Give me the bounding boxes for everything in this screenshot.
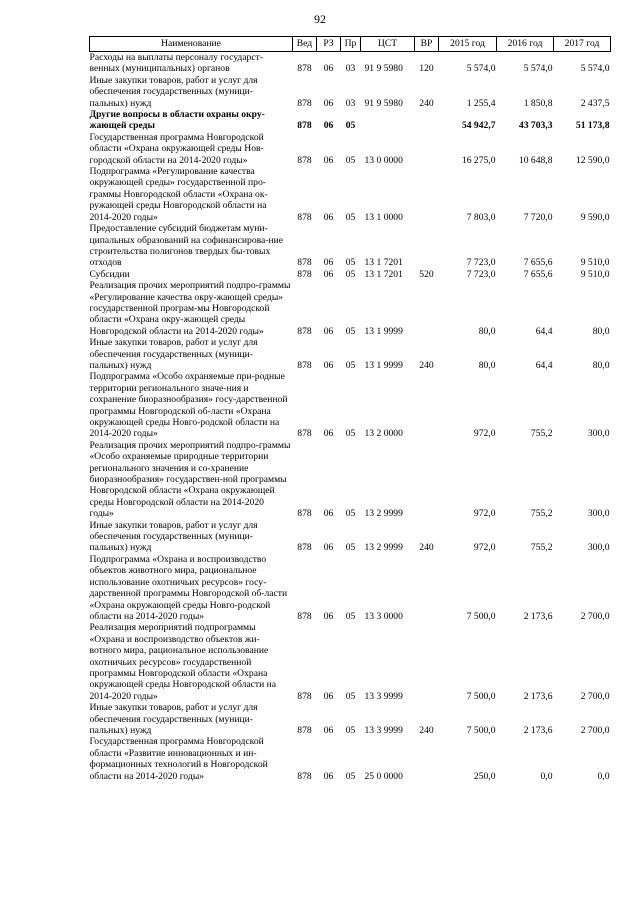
row-cst [361,109,415,132]
row-ved: 878 [297,97,312,109]
row-2017: 5 574,0 [580,63,610,75]
row-ved: 878 [297,690,312,702]
table-row [90,371,611,439]
row-2015: 7 500,0 [466,690,496,702]
row-name: Иные закупки товаров, работ и услуг для обеспечения государственных (муници-пальных) нужд [89,519,258,554]
row-2015: 7 500,0 [466,610,496,622]
row-cst: 25 0 0000 [364,770,403,782]
row-ved: 878 [297,724,312,736]
row-2016: 10 648,8 [518,154,553,166]
row-vr [415,736,439,782]
row-ved: 878 [297,268,312,280]
page-number: 92 [314,12,326,26]
table-header-row [90,37,611,52]
row-rz: 06 [323,97,334,109]
row-2016: 1 850,8 [523,97,553,109]
row-rz: 06 [323,428,334,440]
table-row [90,440,611,520]
table-row [90,554,611,622]
header-2017: 2017 год [554,37,611,52]
row-vr [415,440,439,520]
row-2016: 2 173,6 [523,610,553,622]
row-name: Подпрограмма «Охрана и воспроизводство объектов животного мира, рациональное использование охотничьих ресурсов» госу-дарственной программы Новгородской об-ласти «Охрана окружающей среды Новго-родской области на 2014-2020 годы» [89,553,288,622]
row-2016: 755,2 [530,542,553,554]
row-rz: 06 [323,690,334,702]
row-pr: 05 [345,724,356,736]
row-pr: 05 [345,257,356,269]
row-name: Реализация прочих мероприятий подпро-граммы «Регулирование качества окру-жающей среды» государственной програм-мы Новгородской области «Охрана окру-жающей среды Новгородской области на 2014-2020 годы» [89,280,291,337]
table-row [90,75,611,109]
row-vr: 520 [419,268,434,280]
table-row [90,52,611,75]
row-name: Другие вопросы в области охраны окру-жающей среды [89,109,265,132]
table-row [90,109,611,132]
row-2016: 2 173,6 [523,724,553,736]
row-pr: 03 [345,63,356,75]
row-2015: 16 275,0 [461,154,496,166]
row-name: Субсидии [89,268,130,280]
row-2016: 7 720,0 [523,211,553,223]
header-pr: Пр [341,37,361,52]
row-pr: 05 [345,542,356,554]
row-name: Расходы на выплаты персоналу государст-венных (муниципальных) органов [89,52,263,75]
row-name: Государственная программа Новгородской области «Охрана окружающей среды Нов-городской области на 2014-2020 годы» [89,131,264,166]
row-2016: 64,4 [535,359,553,371]
row-name: Иные закупки товаров, работ и услуг для обеспечения государственных (муници-пальных) нужд [89,702,258,736]
row-ved: 878 [297,63,312,75]
row-pr: 05 [345,211,356,223]
row-2017: 80,0 [592,359,610,371]
row-vr [415,622,439,702]
row-2016: 755,2 [530,508,553,520]
row-pr: 05 [345,428,356,440]
table-row [90,280,611,337]
table-row [90,520,611,554]
row-vr [415,223,439,269]
row-2015: 54 942,7 [461,120,496,132]
row-rz: 06 [323,268,334,280]
row-2017: 2 700,0 [580,690,610,702]
row-ved: 878 [297,428,312,440]
row-2017: 12 590,0 [575,154,610,166]
row-2016: 5 574,0 [523,63,553,75]
row-pr: 05 [345,325,356,337]
row-cst: 13 3 0000 [364,610,403,622]
row-2017: 2 700,0 [580,610,610,622]
row-2016: 0,0 [540,770,553,782]
row-2015: 7 723,0 [466,257,496,269]
row-cst: 91 9 5980 [364,63,403,75]
row-pr: 05 [345,690,356,702]
table-row [90,702,611,736]
row-2016: 2 173,6 [523,690,553,702]
budget-table [89,36,611,782]
header-rz: РЗ [317,37,341,52]
row-pr: 05 [345,154,356,166]
row-2015: 7 500,0 [466,724,496,736]
row-rz: 06 [323,542,334,554]
row-rz: 06 [323,508,334,520]
row-vr: 240 [419,542,434,554]
row-rz: 06 [323,211,334,223]
row-2015: 250,0 [473,770,496,782]
row-vr [415,554,439,622]
row-2015: 972,0 [473,508,496,520]
header-ved: Вед [293,37,317,52]
row-vr [415,371,439,439]
row-ved: 878 [297,359,312,371]
table-body [90,52,611,783]
row-2015: 5 574,0 [466,63,496,75]
header-2016: 2016 год [497,37,554,52]
row-ved: 878 [297,154,312,166]
row-name: Иные закупки товаров, работ и услуг для обеспечения государственных (муници-пальных) нужд [89,74,258,109]
row-rz: 06 [323,610,334,622]
row-rz: 06 [323,325,334,337]
row-name: Предоставление субсидий бюджетам муни-ципальных образований на софинансирова-ние строительства полигонов твердых бы-товых отходов [89,223,284,269]
row-cst: 13 2 0000 [364,428,403,440]
row-2015: 972,0 [473,428,496,440]
row-2016: 7 655,6 [523,268,553,280]
row-ved: 878 [297,120,312,132]
row-2017: 2 700,0 [580,724,610,736]
row-rz: 06 [323,724,334,736]
row-vr: 240 [419,724,434,736]
row-vr: 120 [419,63,434,75]
row-rz: 06 [323,154,334,166]
row-cst: 13 1 0000 [364,211,403,223]
row-2015: 1 255,4 [466,97,496,109]
row-vr: 240 [419,97,434,109]
table-row [90,337,611,371]
row-cst: 91 9 5980 [364,97,403,109]
row-rz: 06 [323,359,334,371]
row-2017: 0,0 [597,770,610,782]
header-vr: ВР [415,37,439,52]
table-row [90,166,611,223]
row-cst: 13 1 9999 [364,325,403,337]
row-2017: 80,0 [592,325,610,337]
row-cst: 13 1 7201 [364,268,403,280]
row-rz: 06 [323,770,334,782]
row-vr [415,132,439,166]
table-row [90,622,611,702]
row-cst: 13 2 9999 [364,542,403,554]
table-row [90,736,611,782]
row-ved: 878 [297,325,312,337]
row-name: Реализация прочих мероприятий подпро-граммы «Особо охраняемые природные территории регионального значения и со-хранение биоразнообразия» государствен-ной программы Новгородской области «Охрана окружающей среды Новгородской области на 2014-2020 годы» [89,439,291,520]
row-cst: 13 2 9999 [364,508,403,520]
row-rz: 06 [323,257,334,269]
row-pr: 05 [345,120,356,132]
row-rz: 06 [323,120,334,132]
header-cst: ЦСТ [361,37,415,52]
row-pr: 05 [345,770,356,782]
row-ved: 878 [297,508,312,520]
row-cst: 13 0 0000 [364,154,403,166]
row-pr: 05 [345,359,356,371]
row-ved: 878 [297,257,312,269]
row-2017: 51 173,8 [575,120,610,132]
table-row [90,132,611,166]
row-2017: 300,0 [587,428,610,440]
row-2015: 80,0 [478,359,496,371]
row-rz: 06 [323,63,334,75]
row-cst: 13 1 7201 [364,257,403,269]
row-2016: 755,2 [530,428,553,440]
row-vr [415,166,439,223]
row-pr: 03 [345,97,356,109]
row-name: Подпрограмма «Особо охраняемые при-родные территории регионального значе-ния и сохранение биоразнообразия» госу-дарственной программы Новгородской об-ласти «Охрана окружающей среды Новго-родской области на 2014-2020 годы» [89,371,288,440]
row-2015: 972,0 [473,542,496,554]
row-2015: 7 803,0 [466,211,496,223]
row-cst: 13 3 9999 [364,724,403,736]
row-2017: 9 590,0 [580,211,610,223]
header-name: Наименование [90,37,293,52]
row-pr: 05 [345,268,356,280]
row-cst: 13 1 9999 [364,359,403,371]
row-pr: 05 [345,508,356,520]
row-2015: 7 723,0 [466,268,496,280]
row-name: Государственная программа Новгородской области «Развитие инновационных и ин-формационных технологий в Новгородской области на 2014-2020 годы» [89,736,268,782]
row-2017: 300,0 [587,542,610,554]
row-vr [415,280,439,337]
row-vr [415,109,439,132]
row-vr: 240 [419,359,434,371]
row-ved: 878 [297,211,312,223]
row-2015: 80,0 [478,325,496,337]
row-2016: 43 703,3 [518,120,553,132]
table-row [90,269,611,280]
row-cst: 13 3 9999 [364,690,403,702]
row-name: Реализация мероприятий подпрограммы «Охрана и воспроизводство объектов жи-вотного мира, рациональное использование охотничьих ресурсов» государственной программы Новгородской области «Охрана окружающей среды Новгородской области на 2014-2020 годы» [89,622,277,702]
row-2016: 7 655,6 [523,257,553,269]
header-2015: 2015 год [439,37,497,52]
row-2016: 64,4 [535,325,553,337]
row-pr: 05 [345,610,356,622]
row-ved: 878 [297,770,312,782]
row-name: Иные закупки товаров, работ и услуг для обеспечения государственных (муници-пальных) нужд [89,337,258,371]
row-ved: 878 [297,542,312,554]
row-2017: 9 510,0 [580,268,610,280]
row-2017: 300,0 [587,508,610,520]
row-2017: 9 510,0 [580,257,610,269]
row-name: Подпрограмма «Регулирование качества окружающей среды» государственной про-граммы Новгородской области «Охрана ок-ружающей среды Новгородской области на 2014-2020 годы» [89,166,268,223]
row-2017: 2 437,5 [580,97,610,109]
table-row [90,223,611,269]
row-ved: 878 [297,610,312,622]
